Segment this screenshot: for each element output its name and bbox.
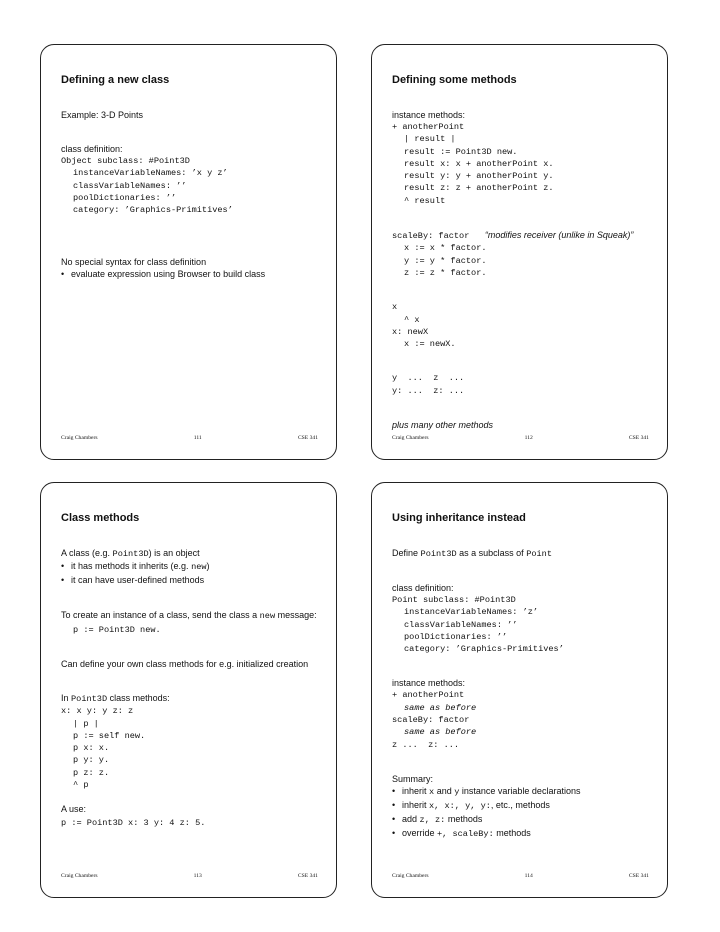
note-text: No special syntax for class definition (61, 257, 207, 268)
code-line: p := Point3D new. (73, 625, 161, 635)
footer-page: 114 (524, 873, 533, 879)
footer-course: CSE 341 (628, 435, 649, 441)
slide-111 (40, 44, 337, 460)
inline-code: Point3D (420, 549, 457, 559)
slide-footer (61, 873, 318, 879)
text: In (61, 693, 72, 704)
code-line: classVariableNames: ’’ (404, 619, 518, 630)
instance-methods-label: instance methods: (392, 678, 466, 689)
slide-title: Defining a new class (61, 74, 170, 86)
text-line: Can define your own class methods for e.g. initialized creation (61, 659, 309, 670)
code-line: instanceVariableNames: ’x y z’ (73, 168, 228, 179)
code-line: result z: z + anotherPoint z. (404, 183, 554, 194)
text: ) (206, 561, 210, 571)
summary-label: Summary: (392, 773, 434, 784)
bullet-item (61, 560, 328, 574)
code-line: Object subclass: #Point3D (61, 156, 190, 166)
bullet-item (392, 799, 659, 813)
footer-course: CSE 341 (297, 873, 318, 879)
code-line: y := y * factor. (404, 255, 487, 266)
slide-title: Defining some methods (392, 74, 517, 86)
example-text: Example: 3-D Points (61, 110, 144, 120)
inline-code: x (429, 786, 435, 797)
bullet-item (392, 813, 659, 827)
text: Define (392, 548, 421, 558)
code-line: Point subclass: #Point3D (392, 595, 516, 605)
use-label: A use: (61, 804, 87, 815)
text-line (61, 692, 328, 705)
inline-code: y (454, 786, 460, 797)
text: add (402, 813, 420, 824)
slide-body (392, 547, 659, 841)
class-definition-label: class definition: (61, 144, 123, 154)
text: override (402, 827, 438, 838)
inline-code: new (259, 611, 276, 621)
code-line: y ... z ... (392, 373, 465, 384)
code-line: result y: y + anotherPoint y. (404, 171, 554, 182)
code-line: result x: x + anotherPoint x. (404, 158, 554, 169)
bullet-item (392, 827, 659, 841)
code-line: poolDictionaries: ’’ (73, 192, 177, 203)
code-line: + anotherPoint (392, 122, 465, 132)
code-line: | p | (73, 718, 99, 729)
text: instance variable declarations (459, 785, 581, 796)
footer-author: Craig Chambers (61, 435, 98, 441)
text: message: (275, 610, 317, 620)
text: , etc., methods (490, 799, 550, 810)
slide-113 (40, 482, 337, 898)
inline-code: Point3D (71, 694, 108, 705)
text: A class (e.g. (61, 548, 113, 558)
text: as a subclass of (456, 548, 527, 558)
text: inherit (402, 785, 430, 796)
slide-footer (61, 435, 318, 441)
code-line: ^ p (73, 780, 89, 791)
code-line: p := self new. (73, 730, 146, 741)
inline-code: Point (526, 549, 552, 559)
slide-body (392, 109, 659, 431)
code-line (392, 229, 659, 242)
slide-body (61, 109, 328, 281)
footer-author: Craig Chambers (61, 873, 98, 879)
code-line: p x: x. (73, 743, 110, 754)
footer-page: 112 (524, 435, 533, 441)
bullet-item: • evaluate expression using Browser to build class (61, 268, 328, 281)
code-line: p y: y. (73, 755, 110, 766)
footer-page: 111 (193, 435, 202, 441)
plus-many-text: plus many other methods (392, 420, 494, 431)
text-line (392, 547, 659, 560)
text: ) is an object (148, 548, 200, 558)
text: and (434, 785, 455, 796)
code-line: x := x * factor. (404, 243, 487, 254)
text: To create an instance of a class, send the class a (61, 610, 260, 620)
code-line: instanceVariableNames: ’z’ (404, 607, 539, 618)
code-line: ^ result (404, 195, 446, 206)
code-line: x (392, 302, 398, 313)
slide-footer (392, 435, 649, 441)
code-line: poolDictionaries: ’’ (404, 631, 508, 642)
instance-methods-label: instance methods: (392, 110, 466, 120)
code-line: category: ’Graphics-Primitives’ (404, 644, 564, 655)
code-line: ^ x (404, 314, 420, 325)
text: inherit (402, 799, 430, 810)
text: methods (445, 813, 483, 824)
code-line: x: x y: y z: z (61, 706, 134, 717)
code-line: | result | (404, 134, 456, 145)
slide-title: Using inheritance instead (392, 512, 526, 524)
scale-head: scaleBy: factor (392, 231, 470, 242)
footer-author: Craig Chambers (392, 435, 429, 441)
slide-title: Class methods (61, 512, 140, 524)
bullet-item (392, 785, 659, 799)
inline-code: new (191, 562, 207, 572)
text: methods (493, 827, 531, 838)
code-line: z := z * factor. (404, 267, 487, 278)
code-line: category: ’Graphics-Primitives’ (73, 205, 233, 216)
footer-page: 113 (193, 873, 202, 879)
code-line: + anotherPoint (392, 690, 465, 701)
code-line: p := Point3D x: 3 y: 4 z: 5. (61, 818, 206, 829)
inline-code: z, z: (419, 814, 446, 825)
bullet-item: • it can have user-defined methods (61, 574, 328, 587)
inline-code: Point3D (112, 549, 149, 559)
text-line (61, 609, 328, 622)
code-line: y: ... z: ... (392, 385, 465, 396)
text: it has methods it inherits (e.g. (71, 561, 192, 571)
slide-footer (392, 873, 649, 879)
code-line: same as before (404, 702, 477, 713)
text: class methods: (107, 693, 170, 704)
footer-author: Craig Chambers (392, 873, 429, 879)
inline-code: x, x:, y, y: (429, 800, 491, 811)
class-definition-label: class definition: (392, 583, 454, 593)
code-line: classVariableNames: ’’ (73, 180, 187, 191)
code-line: x := newX. (404, 339, 456, 350)
code-line: result := Point3D new. (404, 146, 518, 157)
code-line: x: newX (392, 326, 429, 337)
code-comment: “modifies receiver (unlike in Squeak)” (484, 230, 634, 241)
slide-112 (371, 44, 668, 460)
text-line (61, 547, 328, 560)
footer-course: CSE 341 (297, 435, 318, 441)
code-line: scaleBy: factor (392, 715, 470, 726)
code-line: z ... z: ... (392, 739, 460, 750)
code-line: p z: z. (73, 767, 110, 778)
code-line: same as before (404, 727, 477, 738)
slide-114 (371, 482, 668, 898)
footer-course: CSE 341 (628, 873, 649, 879)
inline-code: +, scaleBy: (437, 828, 494, 839)
slide-body (61, 547, 328, 830)
